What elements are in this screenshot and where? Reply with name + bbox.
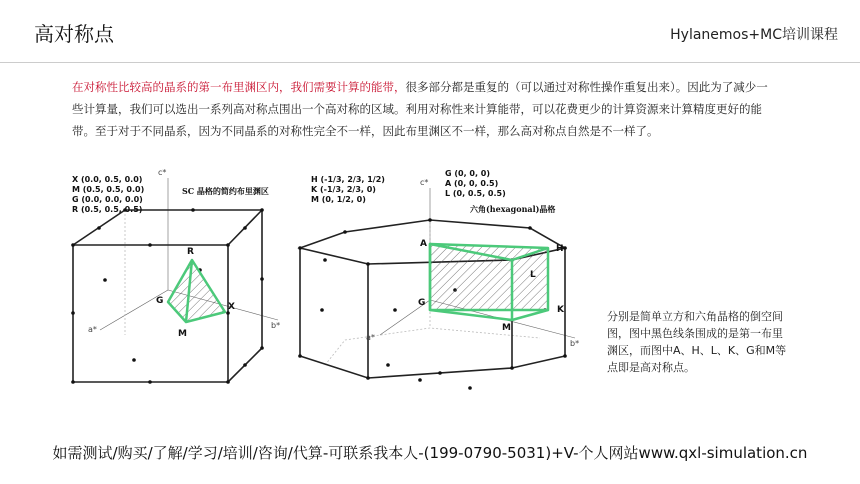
point-L-label: L [530,270,536,280]
course-name: Hylanemos+MC培训课程 [670,27,838,43]
b-axis-label: b* [271,321,281,330]
cubic-irreducible-wedge [168,260,225,322]
cubic-coord-M: M (0.5, 0.5, 0.0) [72,185,145,194]
intro-highlight: 在对称性比较高的晶系的第一布里渊区内，我们需要计算的能带， [72,80,406,94]
intro-text: 很多部分都是重复的（可以通过对称性操作重复出来）。因此为了减少一些计算量，我们可以选出一系列高对称点围出一个高对称的区域。利用对称性来计算能带，可以花费更少的计算资源来计算精度更好的能带。至于对于不同晶系，因为不同晶系的对称性完全不一样，因此布里渊区不一样，那么高对称点自然是不一样了。 [72,80,768,138]
cubic-coord-G: G (0.0, 0.0, 0.0) [72,195,143,204]
point-G-label: G [156,296,164,306]
point-M-label: M [178,329,187,339]
footer-contact: 如需测试/购买/了解/学习/培训/咨询/代算-可联系我本人-(199-0790-5031)+V-个人网站www.qxl-simulation.cn [52,444,808,462]
page-title: 高对称点 [34,22,114,46]
cubic-zone [71,168,280,384]
point-A-label: A [420,239,427,249]
cubic-coord-R: R (0.5, 0.5, 0.5) [72,205,143,214]
hex-title: 六角(hexagonal)晶格 [470,204,556,214]
brillouin-figure [0,160,860,440]
cube-lattice-dots [71,208,264,384]
c-axis-label: c* [158,168,167,177]
hex-zone [298,169,579,390]
point-R-label: R [187,247,194,257]
hex-b-axis-label: b* [570,339,580,348]
brillouin-diagrams [0,160,860,440]
hex-coord-G: G (0, 0, 0) [445,169,491,178]
point-H-label: H [556,244,564,254]
hex-wedge-bottom-edge [512,310,548,320]
hex-back-bottom-hidden [325,328,540,365]
side-note: 分别是简单立方和六角晶格的倒空间图，图中黑色线条围成的是第一布里渊区，而图中A、H、L、K、G和M等点即是高对称点。 [607,310,787,374]
header-divider [0,62,860,63]
cubic-title: SC 晶格的简约布里渊区 [182,186,269,196]
hex-coord-M: M (0, 1/2, 0) [311,195,366,204]
hex-coord-A: A (0, 0, 0.5) [445,179,499,188]
point-M-label-hex: M [502,323,511,333]
hex-bottom-front [300,356,565,378]
intro-paragraph [72,76,772,142]
point-X-label: X [228,302,235,312]
a-axis-label: a* [88,325,97,334]
point-G-label-hex: G [418,298,426,308]
point-K-label: K [557,305,564,315]
hex-c-axis-label: c* [420,178,429,187]
hex-coord-L: L (0, 0.5, 0.5) [445,189,506,198]
hex-a-axis-label: a* [366,333,375,342]
hex-coord-K: K (-1/3, 2/3, 0) [311,185,376,194]
hex-coord-H: H (-1/3, 2/3, 1/2) [311,175,385,184]
cubic-coord-X: X (0.0, 0.5, 0.0) [72,175,143,184]
